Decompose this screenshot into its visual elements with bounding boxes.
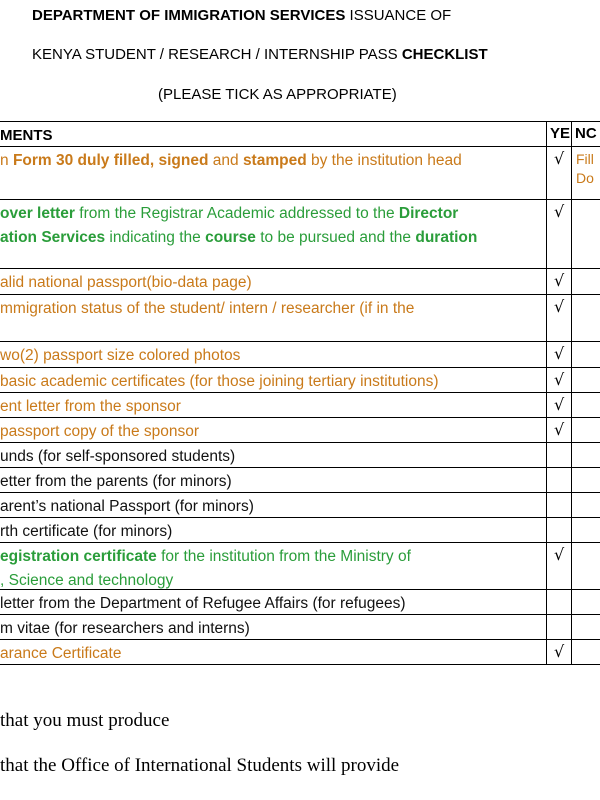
requirement-cell — [0, 520, 544, 544]
table-row — [0, 417, 600, 442]
requirement-text-segment: passport copy of the sponsor — [0, 423, 200, 440]
requirement-line — [0, 297, 544, 321]
requirement-text-segment: Director — [398, 205, 459, 222]
table-row — [0, 392, 600, 417]
requirement-line — [0, 642, 544, 666]
tick-mark: √ — [554, 370, 565, 389]
requirement-text-segment: etter from the parents (for minors) — [0, 473, 232, 490]
table-row — [0, 589, 600, 614]
no-cell[interactable] — [572, 342, 600, 367]
tick-mark: √ — [554, 149, 565, 168]
no-cell[interactable] — [572, 543, 600, 589]
heading-pass-type: KENYA STUDENT / RESEARCH / INTERNSHIP PASS — [32, 46, 398, 63]
requirement-cell — [0, 149, 544, 173]
no-cell[interactable] — [572, 295, 600, 341]
no-cell[interactable] — [572, 518, 600, 542]
requirement-line — [0, 470, 544, 494]
yes-cell[interactable] — [546, 342, 572, 367]
requirement-cell — [0, 545, 544, 593]
requirement-cell — [0, 297, 544, 321]
no-cell[interactable] — [572, 147, 600, 199]
requirement-text-segment: over letter — [0, 205, 75, 222]
yes-cell[interactable] — [546, 295, 572, 341]
table-row — [0, 146, 600, 199]
tick-mark: √ — [554, 545, 565, 564]
requirement-line — [0, 271, 544, 295]
no-note-line: Do — [576, 170, 594, 186]
tick-mark: √ — [554, 420, 565, 439]
requirement-cell — [0, 344, 544, 368]
requirement-text-segment: unds (for self-sponsored students) — [0, 448, 236, 465]
tick-mark: √ — [554, 297, 565, 316]
no-cell[interactable] — [572, 393, 600, 417]
yes-cell[interactable] — [546, 590, 572, 614]
requirement-line — [0, 592, 544, 616]
tick-mark: √ — [554, 344, 565, 363]
yes-cell[interactable] — [546, 518, 572, 542]
requirement-line — [0, 495, 544, 519]
requirement-text-segment: , Science and technology — [0, 572, 174, 589]
no-cell[interactable] — [572, 640, 600, 664]
requirement-text-segment: arance Certificate — [0, 645, 122, 662]
heading-line-2 — [32, 46, 600, 63]
no-cell[interactable] — [572, 590, 600, 614]
requirement-text-segment: indicating the — [105, 229, 206, 246]
requirement-line — [0, 395, 544, 419]
requirement-text-segment: mmigration status of the student/ intern / researcher (if in the — [0, 300, 415, 317]
yes-cell[interactable] — [546, 443, 572, 467]
requirement-line — [0, 520, 544, 544]
heading-checklist: CHECKLIST — [401, 46, 488, 63]
heading-issuance: ISSUANCE OF — [349, 7, 452, 24]
requirement-text-segment: wo(2) passport size colored photos — [0, 347, 241, 364]
no-cell[interactable] — [572, 368, 600, 392]
table-header-row — [0, 121, 600, 146]
requirement-text-segment: course — [205, 229, 256, 246]
table-row — [0, 492, 600, 517]
no-cell[interactable] — [572, 468, 600, 492]
yes-cell[interactable] — [546, 640, 572, 664]
yes-cell[interactable] — [546, 368, 572, 392]
requirement-text-segment: arent’s national Passport (for minors) — [0, 498, 254, 515]
requirement-cell — [0, 642, 544, 666]
no-cell[interactable] — [572, 418, 600, 442]
requirement-text-segment: Form 30 duly filled, signed — [12, 152, 209, 169]
yes-cell[interactable] — [546, 543, 572, 589]
heading-instruction: (PLEASE TICK AS APPROPRIATE) — [158, 86, 397, 103]
requirement-text-segment: and — [208, 152, 243, 169]
yes-cell[interactable] — [546, 418, 572, 442]
requirement-cell — [0, 202, 544, 250]
table-row — [0, 639, 600, 665]
header-no: NC — [575, 125, 597, 142]
tick-mark: √ — [554, 202, 565, 221]
requirement-line — [0, 202, 544, 226]
no-cell[interactable] — [572, 200, 600, 268]
requirement-text-segment: ation Services — [0, 229, 106, 246]
tick-mark: √ — [554, 642, 565, 661]
no-cell[interactable] — [572, 493, 600, 517]
yes-cell[interactable] — [546, 393, 572, 417]
table-row — [0, 294, 600, 341]
heading-line-1 — [32, 7, 600, 24]
requirement-line — [0, 344, 544, 368]
footer-line-2: that the Office of International Students will provide — [0, 755, 400, 776]
requirement-text-segment: basic academic certificates (for those joining tertiary institutions) — [0, 373, 439, 390]
requirement-text-segment: from the Registrar Academic addressed to the — [74, 205, 399, 222]
no-cell[interactable] — [572, 443, 600, 467]
no-cell[interactable] — [572, 615, 600, 639]
requirement-text-segment: by the institution head — [306, 152, 462, 169]
requirement-cell — [0, 445, 544, 469]
requirement-cell — [0, 495, 544, 519]
table-row — [0, 517, 600, 542]
requirement-text-segment: duration — [415, 229, 478, 246]
requirement-text-segment: to be pursued and the — [255, 229, 416, 246]
requirement-cell — [0, 420, 544, 444]
yes-cell[interactable] — [546, 200, 572, 268]
tick-mark: √ — [554, 395, 565, 414]
heading-department: DEPARTMENT OF IMMIGRATION SERVICES — [32, 7, 346, 24]
requirement-cell — [0, 370, 544, 394]
requirement-line — [0, 445, 544, 469]
table-row — [0, 199, 600, 268]
yes-cell[interactable] — [546, 468, 572, 492]
requirement-text-segment: n — [0, 152, 13, 169]
table-row — [0, 542, 600, 589]
requirement-line — [0, 149, 544, 173]
requirement-text-segment: rth certificate (for minors) — [0, 523, 173, 540]
requirement-cell — [0, 271, 544, 295]
no-note-line: Fill — [576, 151, 594, 167]
requirement-cell — [0, 470, 544, 494]
requirement-text-segment: ent letter from the sponsor — [0, 398, 181, 415]
header-no-cell — [572, 122, 600, 146]
requirement-text-segment: stamped — [242, 152, 307, 169]
requirement-cell — [0, 617, 544, 641]
yes-cell[interactable] — [546, 493, 572, 517]
table-row — [0, 467, 600, 492]
header-requirements: MENTS — [0, 127, 53, 144]
requirement-line — [0, 617, 544, 641]
requirement-cell — [0, 592, 544, 616]
requirement-line — [0, 370, 544, 394]
header-yes-cell — [546, 122, 572, 146]
requirement-line — [0, 420, 544, 444]
header-yes: YE — [550, 125, 571, 142]
table-row — [0, 268, 600, 294]
requirement-text-segment: for the institution from the Ministry of — [156, 548, 411, 565]
requirement-line — [0, 545, 544, 569]
no-cell-note — [576, 150, 594, 188]
requirement-text-segment: egistration certificate — [0, 548, 157, 565]
requirement-cell — [0, 395, 544, 419]
yes-cell[interactable] — [546, 147, 572, 199]
no-cell[interactable] — [572, 269, 600, 294]
requirement-text-segment: alid national passport(bio-data page) — [0, 274, 252, 291]
table-row — [0, 614, 600, 639]
tick-mark: √ — [554, 271, 565, 290]
table-row — [0, 442, 600, 467]
table-row — [0, 341, 600, 367]
requirement-text-segment: m vitae (for researchers and interns) — [0, 620, 250, 637]
footer-line-1: that you must produce — [0, 710, 170, 731]
table-row — [0, 367, 600, 392]
requirement-text-segment: letter from the Department of Refugee Affairs (for refugees) — [0, 595, 406, 612]
yes-cell[interactable] — [546, 615, 572, 639]
yes-cell[interactable] — [546, 269, 572, 294]
requirement-line — [0, 226, 544, 250]
checklist-table — [0, 121, 600, 665]
